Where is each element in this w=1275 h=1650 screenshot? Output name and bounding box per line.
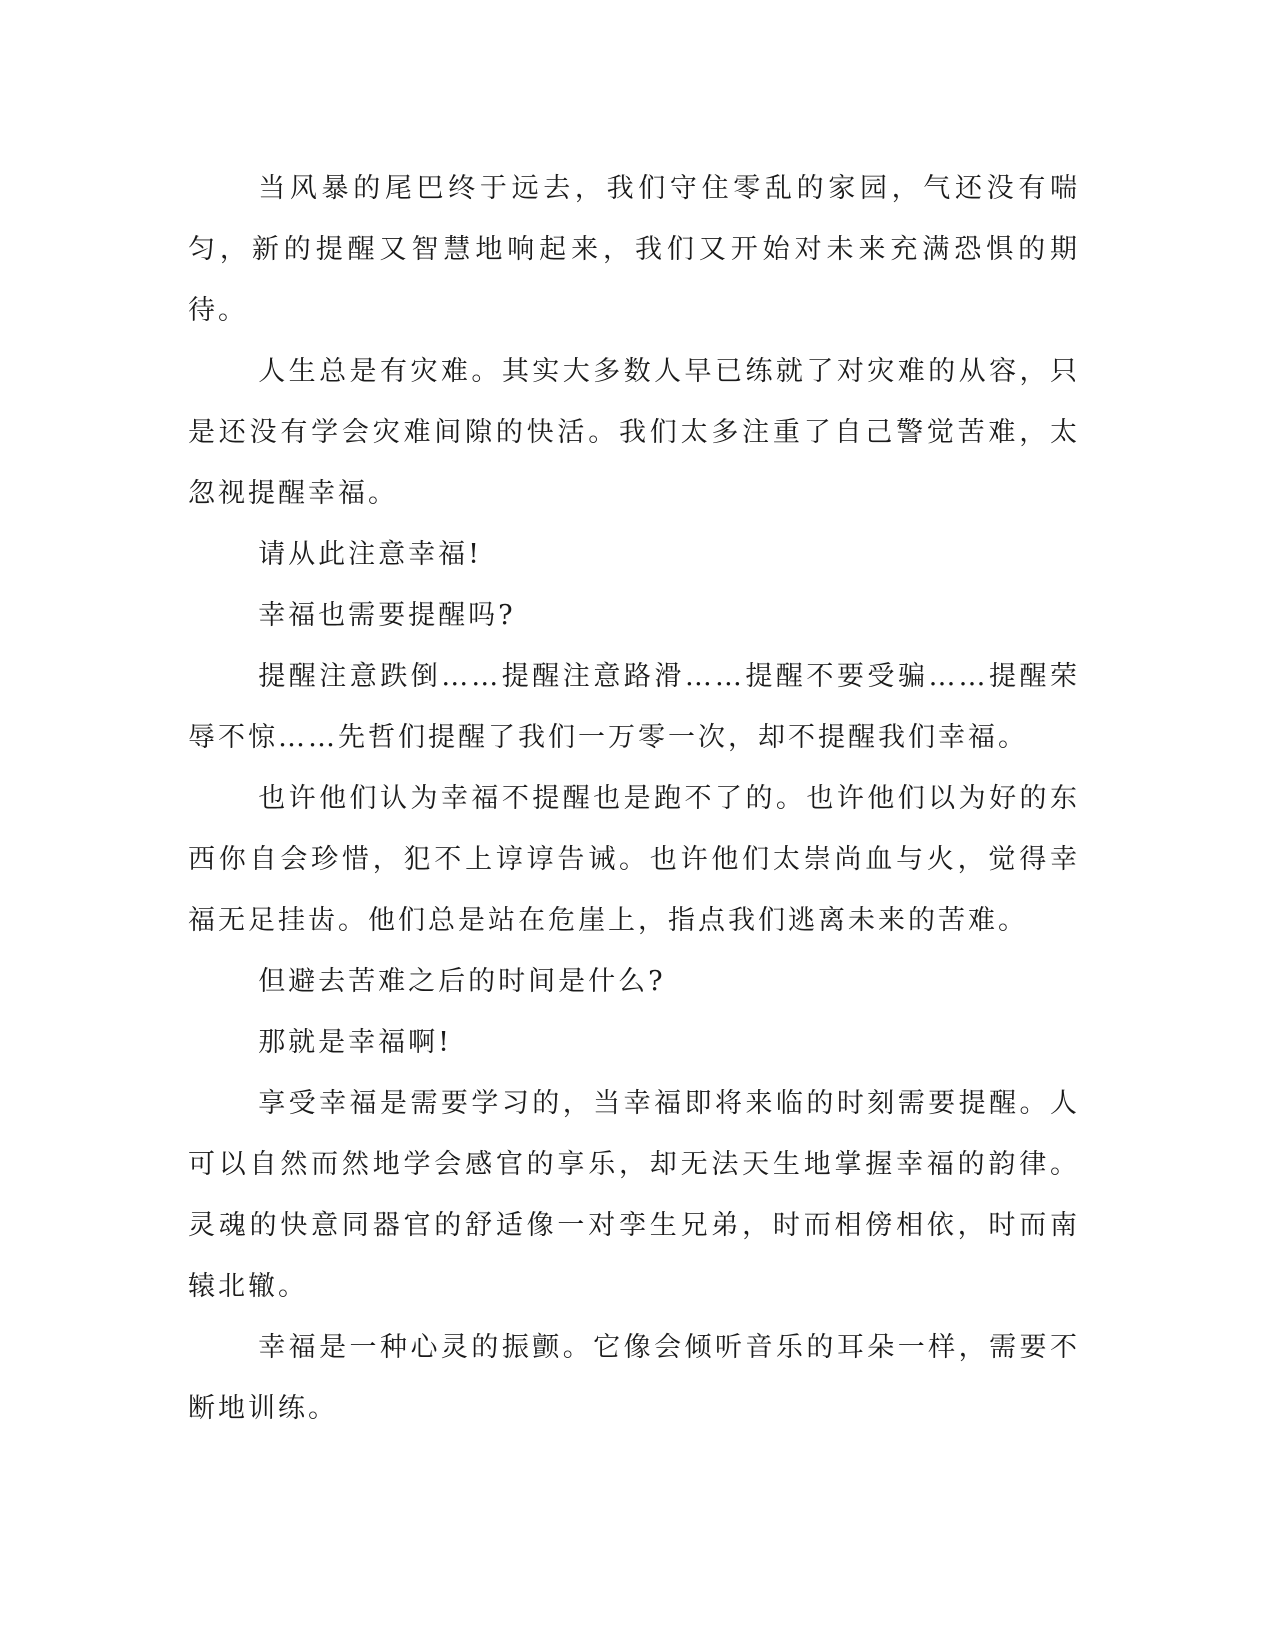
paragraph: 幸福是一种心灵的振颤。它像会倾听音乐的耳朵一样，需要不断地训练。 bbox=[188, 1332, 1080, 1424]
paragraph: 也许他们认为幸福不提醒也是跑不了的。也许他们以为好的东西你自会珍惜，犯不上谆谆告诫。也许他们太崇尚血与火，觉得幸福无足挂齿。他们总是站在危崖上，指点我们逃离未来的苦难。 bbox=[188, 783, 1080, 936]
paragraph: 那就是幸福啊! bbox=[258, 1027, 453, 1058]
paragraph: 请从此注意幸福! bbox=[258, 539, 483, 570]
paragraph: 享受幸福是需要学习的，当幸福即将来临的时刻需要提醒。人可以自然而然地学会感官的享乐，却无法天生地掌握幸福的韵律。灵魂的快意同器官的舒适像一对孪生兄弟，时而相傍相依，时而南辕北辙。 bbox=[188, 1088, 1080, 1302]
paragraph: 幸福也需要提醒吗? bbox=[258, 600, 516, 631]
paragraph: 当风暴的尾巴终于远去，我们守住零乱的家园，气还没有喘匀，新的提醒又智慧地响起来，我们又开始对未来充满恐惧的期待。 bbox=[188, 173, 1080, 326]
paragraph: 人生总是有灾难。其实大多数人早已练就了对灾难的从容，只是还没有学会灾难间隙的快活。我们太多注重了自己警觉苦难，太忽视提醒幸福。 bbox=[188, 356, 1080, 509]
paragraph: 提醒注意跌倒……提醒注意路滑……提醒不要受骗……提醒荣辱不惊……先哲们提醒了我们一万零一次，却不提醒我们幸福。 bbox=[188, 661, 1080, 753]
paragraph: 但避去苦难之后的时间是什么? bbox=[258, 966, 666, 997]
body-text bbox=[188, 158, 1080, 1439]
